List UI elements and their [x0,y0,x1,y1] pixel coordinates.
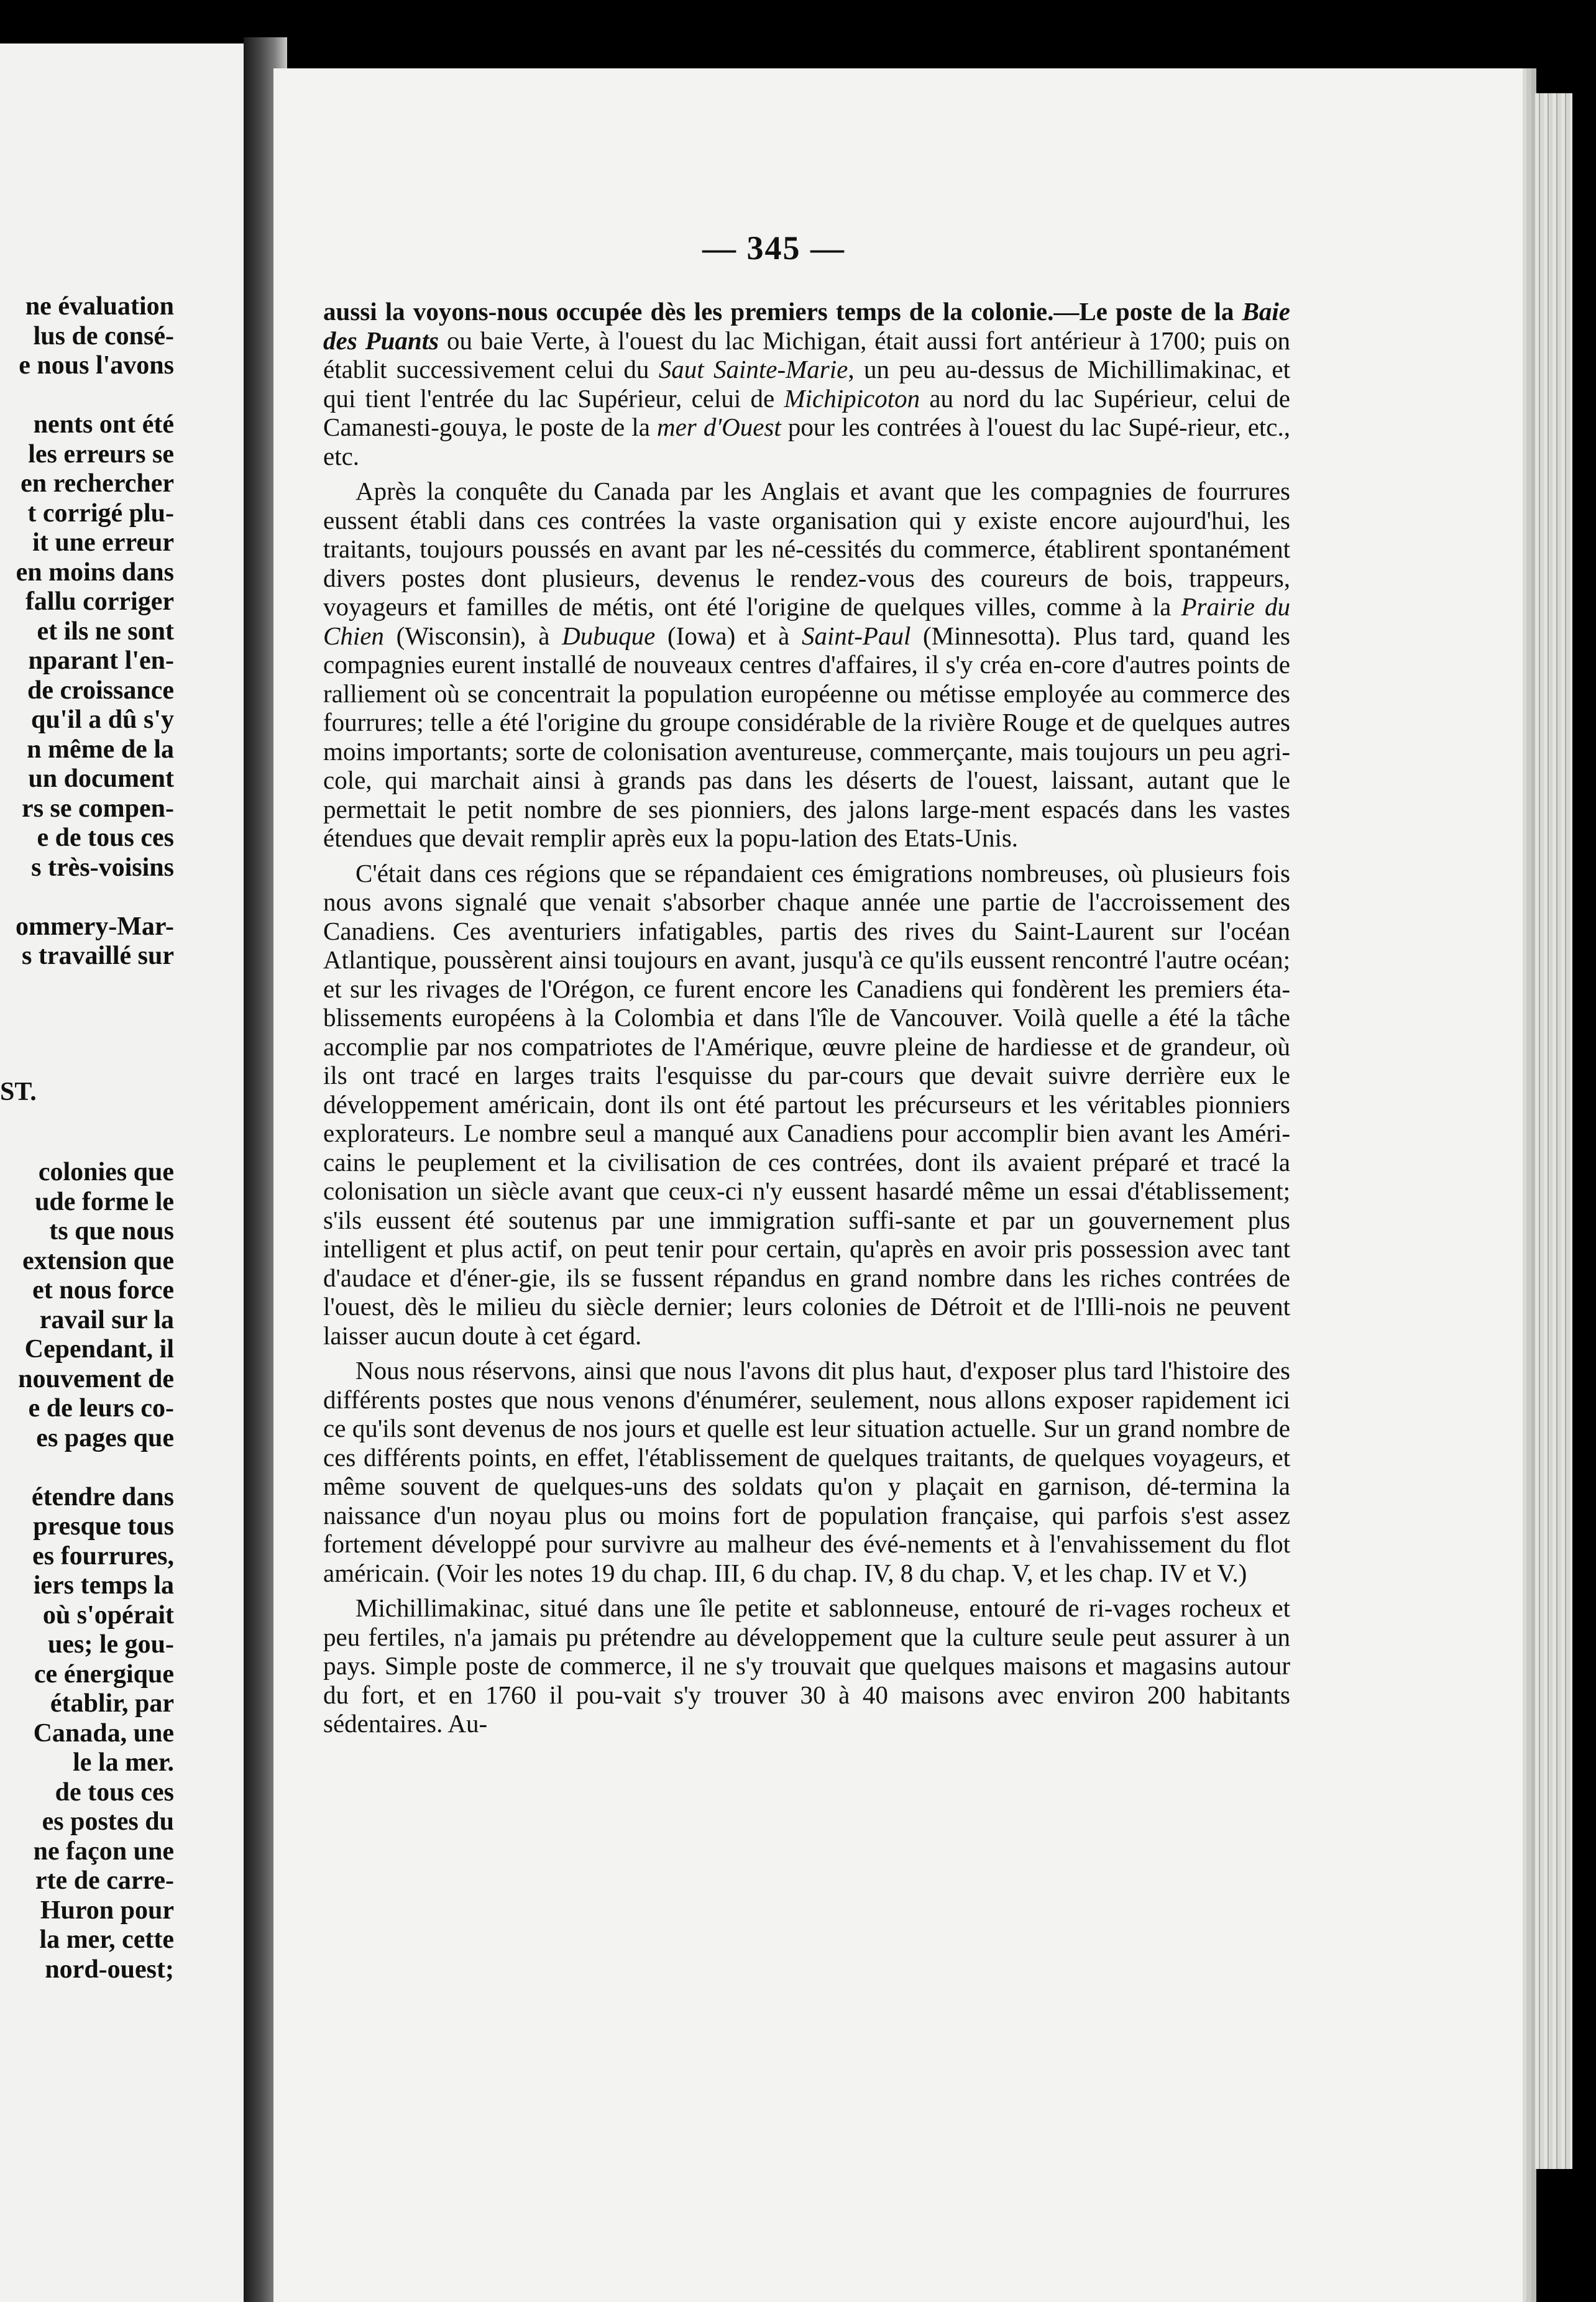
paragraph-1 [323,297,1290,470]
paragraph-1-italic-2: Saut Sainte-Marie [658,355,848,383]
facing-page-line: it une erreur [32,528,174,557]
page-number: — 345 — [702,229,845,267]
facing-page-line: ravail sur la [39,1305,174,1334]
facing-page-line: extension que [22,1246,174,1275]
paragraph-2-text-a: Après la conquête du Canada par les Anglais et avant que les compagnies de fourrures eussent établi dans ces contrées la vaste organisation qui y existe encore aujourd'hui, les traitants, toujours poussés en avant par les né-cessités du commerce, établirent spontanément divers postes dont plusieurs, devenus le rendez-vous des coureurs de bois, trappeurs, voyageurs et familles de métis, ont été l'origine de quelques villes, comme à la [323,477,1290,621]
paragraph-1-text-a: aussi la voyons-nous occupée dès les premiers temps de la colonie.—Le poste de la [323,297,1242,326]
paragraph-1-italic-1: Baie des Puants [323,297,1290,355]
facing-page-line: t corrigé plu- [27,498,174,528]
facing-page-line: lus de consé- [33,321,174,351]
facing-page-line: qu'il a dû s'y [31,705,174,734]
facing-page-line: Canada, une [33,1718,174,1748]
facing-page-line: e de tous ces [37,823,174,852]
facing-page-line: iers temps la [33,1571,174,1600]
facing-page-line: es pages que [36,1423,174,1452]
facing-page-line: Huron pour [40,1896,174,1925]
facing-page-line: le la mer. [73,1748,174,1777]
facing-page-line: un document [28,764,174,793]
facing-page-line: n même de la [27,735,174,764]
paragraph-2-italic-3: Saint-Paul [802,621,911,650]
paragraph-1-italic-4: mer d'Ouest [656,413,781,441]
facing-page-line: rs se compen- [22,794,174,823]
page-edges [1535,93,1572,2169]
facing-page-line: de croissance [27,676,174,705]
facing-page-heading: ST. [0,1078,37,1106]
paragraph-2-italic-2: Dubuque [562,621,656,650]
paragraph-2 [323,477,1290,853]
paragraph-1-italic-3: Michipicoton [784,383,920,413]
page-body [323,297,1290,1745]
facing-page-text-lower [0,1158,174,1984]
facing-page-line: Cependant, il [24,1335,174,1364]
facing-page-line: s très-voisins [31,853,174,882]
facing-page-line: es fourrures, [32,1541,174,1571]
paragraph-4: Nous nous réservons, ainsi que nous l'avons dit plus haut, d'exposer plus tard l'histoire des différents postes que nous venons d'énumérer, seulement, nous allons exposer rapidement ici ce qu'ils sont devenus de nos jours et quelle est leur situation actuelle. Sur un grand nombre de ces différents points, en effet, l'établissement de quelques traitants, de quelques voyageurs, et même souvent de quelques-uns des soldats qu'on y plaçait en garnison, dé-termina la naissance d'un noyau plus ou moins fort de population française, qui parfois s'est assez fortement développé pour survivre au malheur des évé-nements et à l'envahissement du flot américain. (Voir les notes 19 du chap. III, 6 du chap. IV, 8 du chap. V, et les chap. IV et V.) [323,1356,1290,1587]
facing-page-line: fallu corriger [25,587,174,616]
facing-page-line: la mer, cette [39,1925,174,1954]
paragraph-2-text-c: (Iowa) et à [655,621,802,650]
paragraph-1-text-c: , un peu au-dessus de Michillimakinac, et qui tient l'entrée du lac Supérieur, celui de [323,355,1290,413]
facing-page-line: de tous ces [55,1777,174,1807]
facing-page-line: nouvement de [18,1364,174,1393]
facing-page-line: ne façon une [33,1837,174,1866]
facing-page-line: colonies que [38,1158,174,1186]
facing-page-line [0,1453,174,1483]
facing-page-line: nents ont été [33,410,174,439]
facing-page-line: ne évaluation [25,292,174,321]
paragraph-5: Michillimakinac, situé dans une île petite et sablonneuse, entouré de ri-vages rocheux et peu fertiles, n'a jamais pu prétendre au développement que la culture seule peut assurer à un pays. Simple poste de commerce, il ne s'y trouvait que quelques maisons et magasins autour du fort, et en 1760 il pou-vait s'y trouver 30 à 40 maisons avec environ 200 habitants sédentaires. Au- [323,1594,1290,1738]
facing-page-line: nord-ouest; [45,1955,174,1984]
paragraph-2-text-b: (Wisconsin), à [383,621,562,650]
facing-page-fragment [0,44,244,2302]
paragraph-3: C'était dans ces régions que se répandaient ces émigrations nombreuses, où plusieurs fois nous avons signalé que venait s'absorber chaque année une partie de l'accroissement des Canadiens. Ces aventuriers infatigables, partis des rives du Saint-Laurent sur l'océan Atlantique, poussèrent ainsi toujours en avant, jusqu'à ce qu'ils eussent rencontré l'autre océan; et sur les rivages de l'Orégon, ce furent encore les Canadiens qui fondèrent les premiers éta-blissements européens à la Colombia et dans l'île de Vancouver. Voilà quelle a été la tâche accomplie par nos compatriotes de l'Amérique, œuvre pleine de hardiesse et de grandeur, où ils ont tracé en larges traits l'esquisse du par-cours que devait suivre derrière eux le développement américain, dont ils ont été partout les précurseurs et les véritables pionniers explorateurs. Le nombre seul a manqué aux Canadiens pour accomplir bien avant les Améri-cains le peuplement et la civilisation de ces contrées, dont ils avaient préparé et tracé la colonisation un siècle avant que ceux-ci n'y eussent hasardé même un essai d'établissement; s'ils eussent été soutenus par une immigration suffi-sante et par un gouvernement plus intelligent et plus actif, on peut tenir pour certain, qu'après en avoir pris possession avec tant d'audace et d'éner-gie, ils se fussent répandus en grand nombre dans les riches contrées de l'ouest, dès le milieu du siècle dernier; leurs colonies de Détroit et de l'Illi-nois ne peuvent laisser aucun doute à cet égard. [323,858,1290,1350]
facing-page-line: établir, par [50,1689,174,1718]
facing-page-line: rte de carre- [35,1866,174,1895]
paragraph-2-text-d: (Minnesotta). Plus tard, quand les compagnies eurent installé de nouveaux centres d'affaires, il s'y créa en-core d'autres points de ralliement où se concentrait la population européenne ou métisse employée au commerce des fourrures; telle a été l'origine du groupe considérable de la rivière Rouge et de quelques autres moins importants; sorte de colonisation aventureuse, commerçante, mais toujours un peu agri-cole, qui marchait ainsi à grands pas dans les déserts de l'ouest, laissant, autant que le permettait le petit nombre de ses pionniers, des jalons large-ment espacés dans les vastes étendues que devait remplir après eux la popu-lation des Etats-Unis. [323,621,1290,852]
facing-page-line: e de leurs co- [28,1394,174,1423]
paragraph-1-text-d: au nord du lac Supérieur, celui de Camanesti-gouya, le poste de la [323,383,1290,441]
facing-page-line: les erreurs se [28,439,174,469]
facing-page-line: ommery-Mar- [16,912,174,941]
paragraph-1-text-b: ou baie Verte, à l'ouest du lac Michigan, était aussi fort antérieur à 1700; puis on établit successivement celui du [323,326,1290,383]
facing-page-line: es postes du [42,1807,174,1836]
facing-page-line [0,883,174,912]
facing-page-line: nparant l'en- [28,646,174,675]
facing-page-line: où s'opérait [42,1600,174,1630]
facing-page-line: étendre dans [31,1482,174,1511]
paragraph-1-text-e: pour les contrées à l'ouest du lac Supé-rieur, etc., etc. [323,413,1290,470]
facing-page-line: en rechercher [21,469,174,498]
facing-page-line: et nous force [32,1276,174,1305]
facing-page-text-upper [0,292,174,971]
paragraph-2-italic-1: Prairie du Chien [323,592,1290,650]
facing-page-line: s travaillé sur [22,942,174,970]
facing-page-line: et ils ne sont [37,617,174,646]
facing-page-line: ude forme le [35,1187,174,1216]
facing-page-line: e nous l'avons [19,351,174,380]
facing-page-line: presque tous [33,1512,174,1541]
facing-page-line: ues; le gou- [48,1630,174,1659]
facing-page-line: ts que nous [49,1217,174,1245]
facing-page-line [0,381,174,411]
facing-page-line: ce énergique [34,1659,174,1689]
facing-page-line: en moins dans [16,557,174,587]
